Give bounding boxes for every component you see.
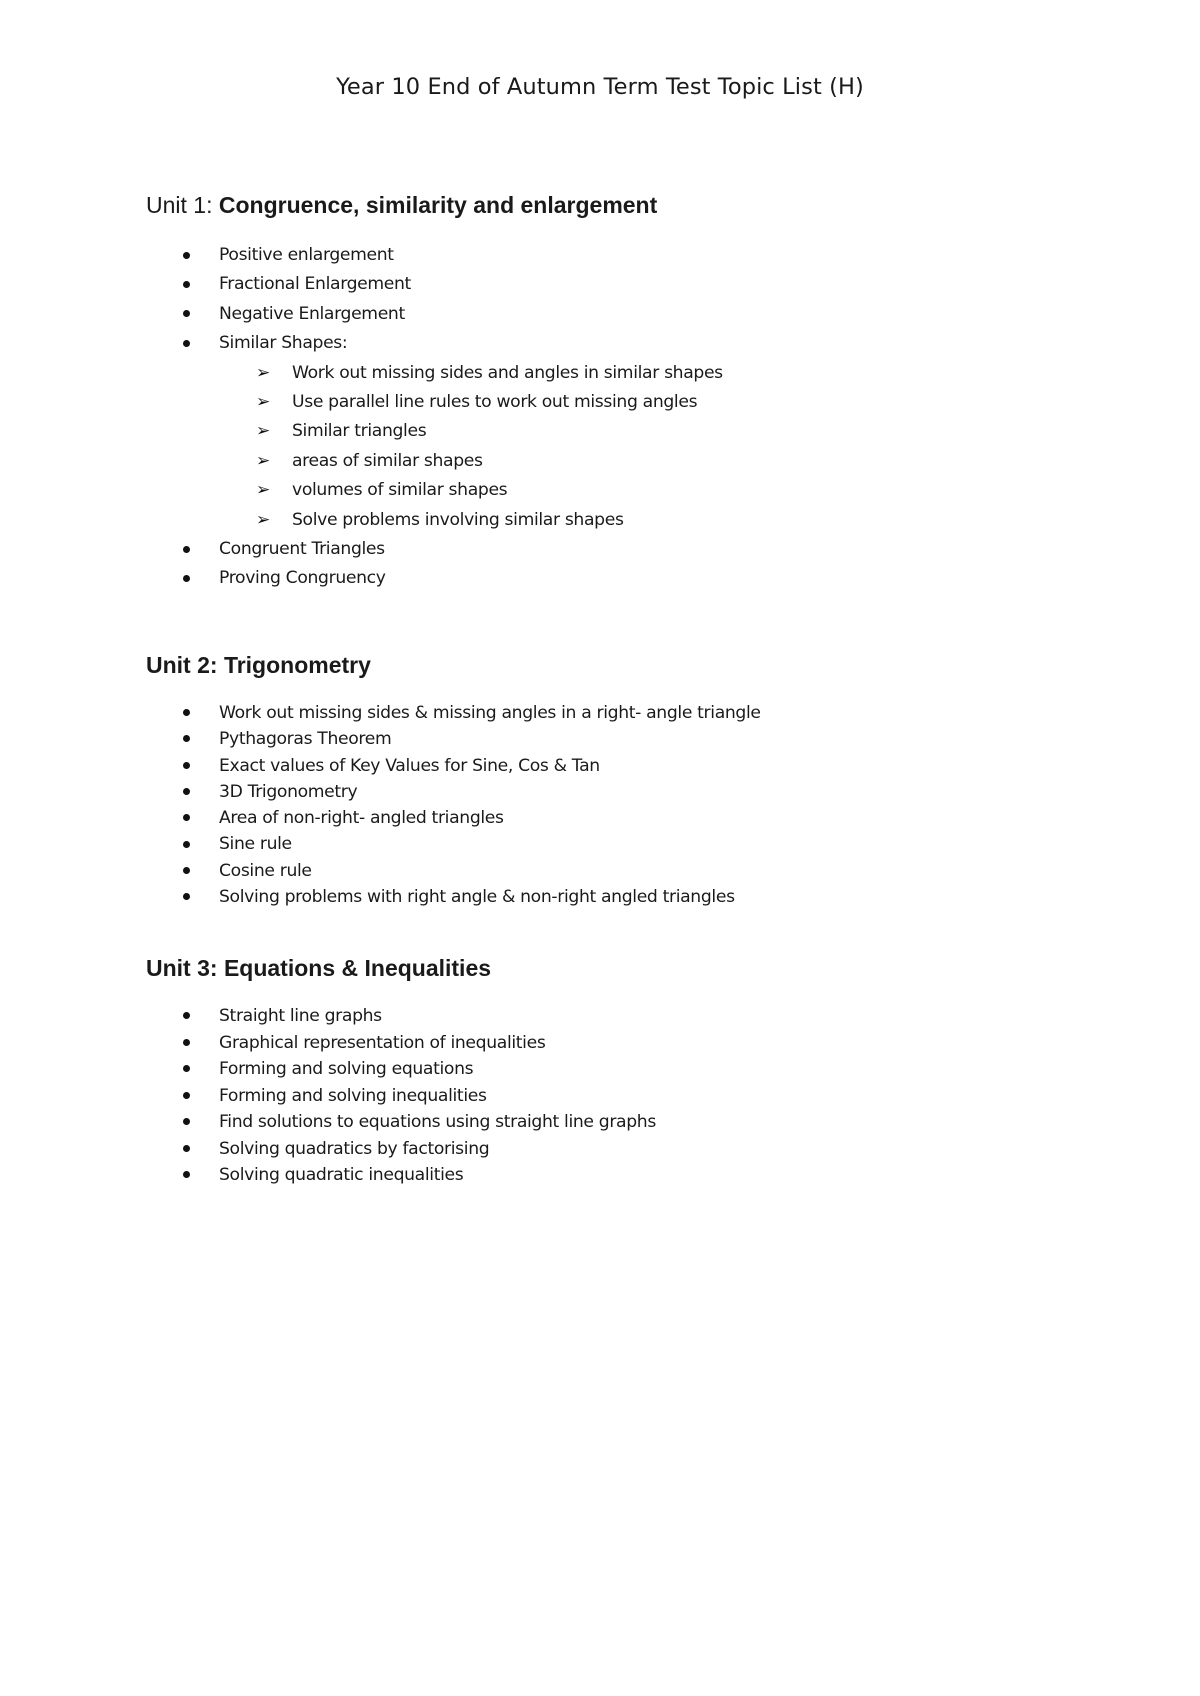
sub-list-item-text: Use parallel line rules to work out missing angles — [292, 391, 698, 412]
bullet-icon — [183, 841, 190, 848]
sub-list-item-text: volumes of similar shapes — [292, 480, 508, 501]
list-item-text: Sine rule — [219, 834, 292, 855]
list-item-text: Pythagoras Theorem — [219, 729, 392, 750]
list-item-text: Area of non-right- angled triangles — [219, 808, 504, 829]
list-item-text: 3D Trigonometry — [219, 781, 358, 802]
list-item-text: Cosine rule — [219, 860, 312, 881]
bullet-icon — [183, 867, 190, 874]
arrowhead-bullet-icon: ➢ — [256, 362, 270, 383]
bullet-icon — [183, 310, 190, 317]
list-item-text: Similar Shapes: — [219, 333, 348, 354]
arrowhead-bullet-icon: ➢ — [256, 450, 270, 471]
bullet-icon — [183, 575, 190, 582]
bullet-icon — [183, 252, 190, 259]
bullet-icon — [183, 1145, 190, 1152]
arrowhead-bullet-icon: ➢ — [256, 509, 270, 530]
bullet-icon — [183, 1118, 190, 1125]
arrowhead-bullet-icon: ➢ — [256, 480, 270, 501]
list-item-text: Congruent Triangles — [219, 538, 385, 559]
list-item-text: Forming and solving equations — [219, 1059, 474, 1079]
bullet-icon — [183, 1092, 190, 1099]
list-item-text: Work out missing sides & missing angles in a right- angle triangle — [219, 703, 761, 723]
bullet-icon — [183, 340, 190, 347]
unit-3-heading: Unit 3: Equations & Inequalities — [146, 955, 492, 981]
list-item-text: Solving quadratics by factorising — [219, 1138, 490, 1159]
bullet-icon — [183, 1012, 190, 1019]
list-item-text: Exact values of Key Values for Sine, Cos & Tan — [219, 755, 600, 776]
bullet-icon — [183, 281, 190, 288]
bullet-icon — [183, 1065, 190, 1072]
unit-1-heading — [146, 192, 657, 219]
bullet-icon — [183, 1171, 190, 1178]
sub-list-item-text: areas of similar shapes — [292, 450, 483, 471]
unit-1-prefix: Unit 1: — [146, 192, 219, 218]
unit-1-name: Congruence, similarity and enlargement — [218, 192, 658, 218]
sub-list-item-text: Similar triangles — [292, 421, 427, 442]
list-item-text: Solving quadratic inequalities — [219, 1165, 464, 1185]
bullet-icon — [183, 546, 190, 553]
list-item-text: Positive enlargement — [219, 245, 394, 265]
list-item-text: Negative Enlargement — [219, 303, 405, 324]
list-item-text: Straight line graphs — [219, 1006, 382, 1026]
bullet-icon — [183, 762, 190, 769]
list-item-text: Solving problems with right angle & non-right angled triangles — [219, 887, 735, 908]
list-item-text: Fractional Enlargement — [219, 274, 411, 295]
bullet-icon — [183, 814, 190, 821]
sub-list-item-text: Solve problems involving similar shapes — [292, 509, 624, 530]
bullet-icon — [183, 788, 190, 795]
document-title: Year 10 End of Autumn Term Test Topic List (H) — [336, 74, 864, 100]
bullet-icon — [183, 709, 190, 716]
list-item-text: Proving Congruency — [219, 568, 386, 589]
bullet-icon — [183, 1039, 190, 1046]
bullet-icon — [183, 735, 190, 742]
sub-list-item-text: Work out missing sides and angles in similar shapes — [292, 362, 723, 383]
list-item-text: Find solutions to equations using straight line graphs — [219, 1112, 656, 1132]
arrowhead-bullet-icon: ➢ — [256, 421, 270, 442]
list-item-text: Graphical representation of inequalities — [219, 1032, 546, 1053]
bullet-icon — [183, 893, 190, 900]
unit-2-heading: Unit 2: Trigonometry — [146, 652, 371, 678]
list-item-text: Forming and solving inequalities — [219, 1085, 487, 1106]
arrowhead-bullet-icon: ➢ — [256, 391, 270, 412]
